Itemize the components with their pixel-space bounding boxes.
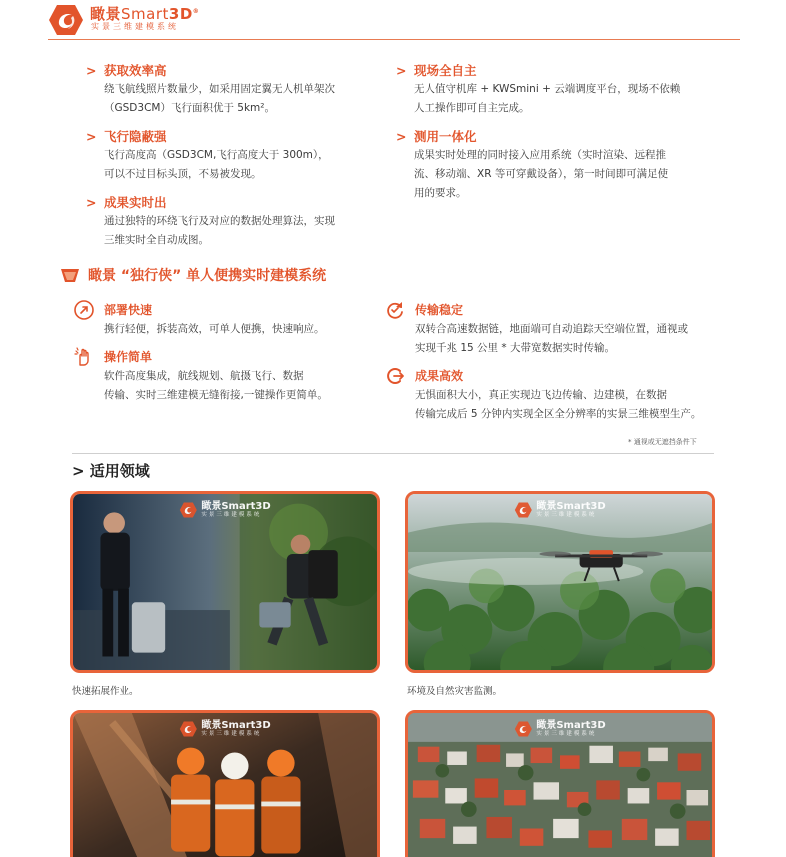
feature-stealth	[86, 128, 386, 184]
feature-line: 无人值守机库 + KWSmini + 云端调度平台，现场不依赖	[414, 83, 681, 95]
rocket-icon	[74, 300, 94, 320]
watermark-logo: 瞰景Smart3D 实景三维建模系统	[179, 501, 270, 519]
feature-line: 无惧面积大小，真正实现边飞边传输、边建模，在数据	[415, 389, 667, 401]
feature-line: 通过独特的环绕飞行及对应的数据处理算法，实现	[104, 215, 335, 227]
chevron-right-icon: >	[396, 63, 407, 78]
brand-logo-icon	[514, 721, 532, 737]
feature-title: 部署快速	[104, 303, 153, 317]
section-divider	[72, 453, 714, 454]
chevron-right-icon: >	[86, 195, 97, 210]
feature-title: 飞行隐蔽强	[104, 129, 167, 144]
chevron-right-icon: >	[86, 63, 97, 78]
chevron-right-icon: >	[396, 129, 407, 144]
watermark-name: 瞰景	[201, 501, 222, 512]
feature-title: 现场全自主	[414, 63, 477, 78]
scene-image	[73, 494, 377, 670]
photo-rapid-deployment	[70, 491, 380, 673]
feature-title: 成果实时出	[104, 195, 167, 210]
footnote: * 通视或无遮挡条件下	[628, 438, 697, 446]
feature-line: 人工操作即可自主完成。	[414, 102, 530, 114]
efficiency-icon	[385, 366, 405, 386]
brand-logo-icon	[48, 4, 84, 36]
feature-line: 用的要求。	[414, 187, 467, 199]
scene-image	[408, 494, 712, 670]
feature-title: 获取效率高	[104, 63, 167, 78]
feature-line: 流、移动端、XR 等可穿戴设备），第一时间即可满足使	[414, 168, 669, 180]
header	[0, 0, 786, 42]
feature-line: 双转合高速数据链，地面端可自动追踪天空端位置，通视或	[415, 323, 688, 335]
feature-line: 可以不过目标头顶，不易被发现。	[104, 168, 262, 180]
brand-logo-icon	[179, 502, 197, 518]
watermark-subtitle: 实景三维建模系统	[536, 512, 597, 518]
feature-line: 传输完成后 5 分钟内实现全区全分辨率的实景三维模型生产。	[415, 408, 702, 420]
feature-line: 传输、实时三维建模无缝衔接,一键操作更简单。	[104, 389, 328, 401]
watermark-name: 瞰景	[201, 720, 222, 731]
flag-icon	[60, 267, 80, 283]
watermark-logo: 瞰景Smart3D 实景三维建模系统	[514, 720, 605, 738]
brand-subtitle: 实景三维建模系统	[91, 22, 179, 31]
section-title: 瞰景 “独行侠” 单人便携实时建模系统	[88, 268, 327, 284]
feature-integration	[396, 128, 736, 203]
feature-line: 飞行高度高（GSD3CM,飞行高度大于 300m），	[104, 149, 329, 161]
feature-line: （GSD3CM）飞行面积优于 5km²。	[104, 102, 275, 114]
hand-icon	[74, 347, 94, 367]
feature-title: 操作简单	[104, 350, 153, 364]
watermark-subtitle: 实景三维建模系统	[536, 731, 597, 737]
applications-title: > 适用领域	[72, 462, 150, 480]
watermark-name: 瞰景	[536, 720, 557, 731]
section-heading	[60, 264, 326, 286]
chevron-right-icon: >	[86, 129, 97, 144]
feature-line: 三维实时全自动成图。	[104, 234, 209, 246]
watermark-subtitle: 实景三维建模系统	[201, 512, 262, 518]
refresh-icon	[385, 300, 405, 320]
watermark-logo: 瞰景Smart3D 实景三维建模系统	[179, 720, 270, 738]
feature-line: 软件高度集成，航线规划、航摄飞行、数据	[104, 370, 304, 382]
photo-aerial-village	[405, 710, 715, 857]
photo-rescue	[70, 710, 380, 857]
brand-logo-icon	[179, 721, 197, 737]
brand-name: 瞰景Smart3D®	[90, 5, 200, 23]
brand-logo-icon	[514, 502, 532, 518]
feature-line: 绕飞航线照片数量少，如采用固定翼无人机单架次	[104, 83, 335, 95]
feature-realtime	[86, 194, 386, 250]
watermark-name: 瞰景	[536, 501, 557, 512]
feature-title: 测用一体化	[414, 129, 477, 144]
photo-caption: 环境及自然灾害监测。	[407, 686, 503, 697]
photo-environment-monitoring	[405, 491, 715, 673]
feature-efficiency	[86, 62, 386, 118]
header-divider	[48, 39, 740, 40]
feature-title: 传输稳定	[415, 303, 464, 317]
photo-caption: 快速拓展作业。	[72, 686, 139, 697]
feature-line: 携行轻便，拆装高效，可单人便携，快速响应。	[104, 323, 325, 335]
watermark-logo: 瞰景Smart3D 实景三维建模系统	[514, 501, 605, 519]
feature-title: 成果高效	[415, 369, 464, 383]
feature-line: 成果实时处理的同时接入应用系统（实时渲染、远程推	[414, 149, 666, 161]
feature-autonomous	[396, 62, 736, 118]
feature-line: 实现千兆 15 公里 * 大带宽数据实时传输。	[415, 342, 615, 354]
watermark-subtitle: 实景三维建模系统	[201, 731, 262, 737]
